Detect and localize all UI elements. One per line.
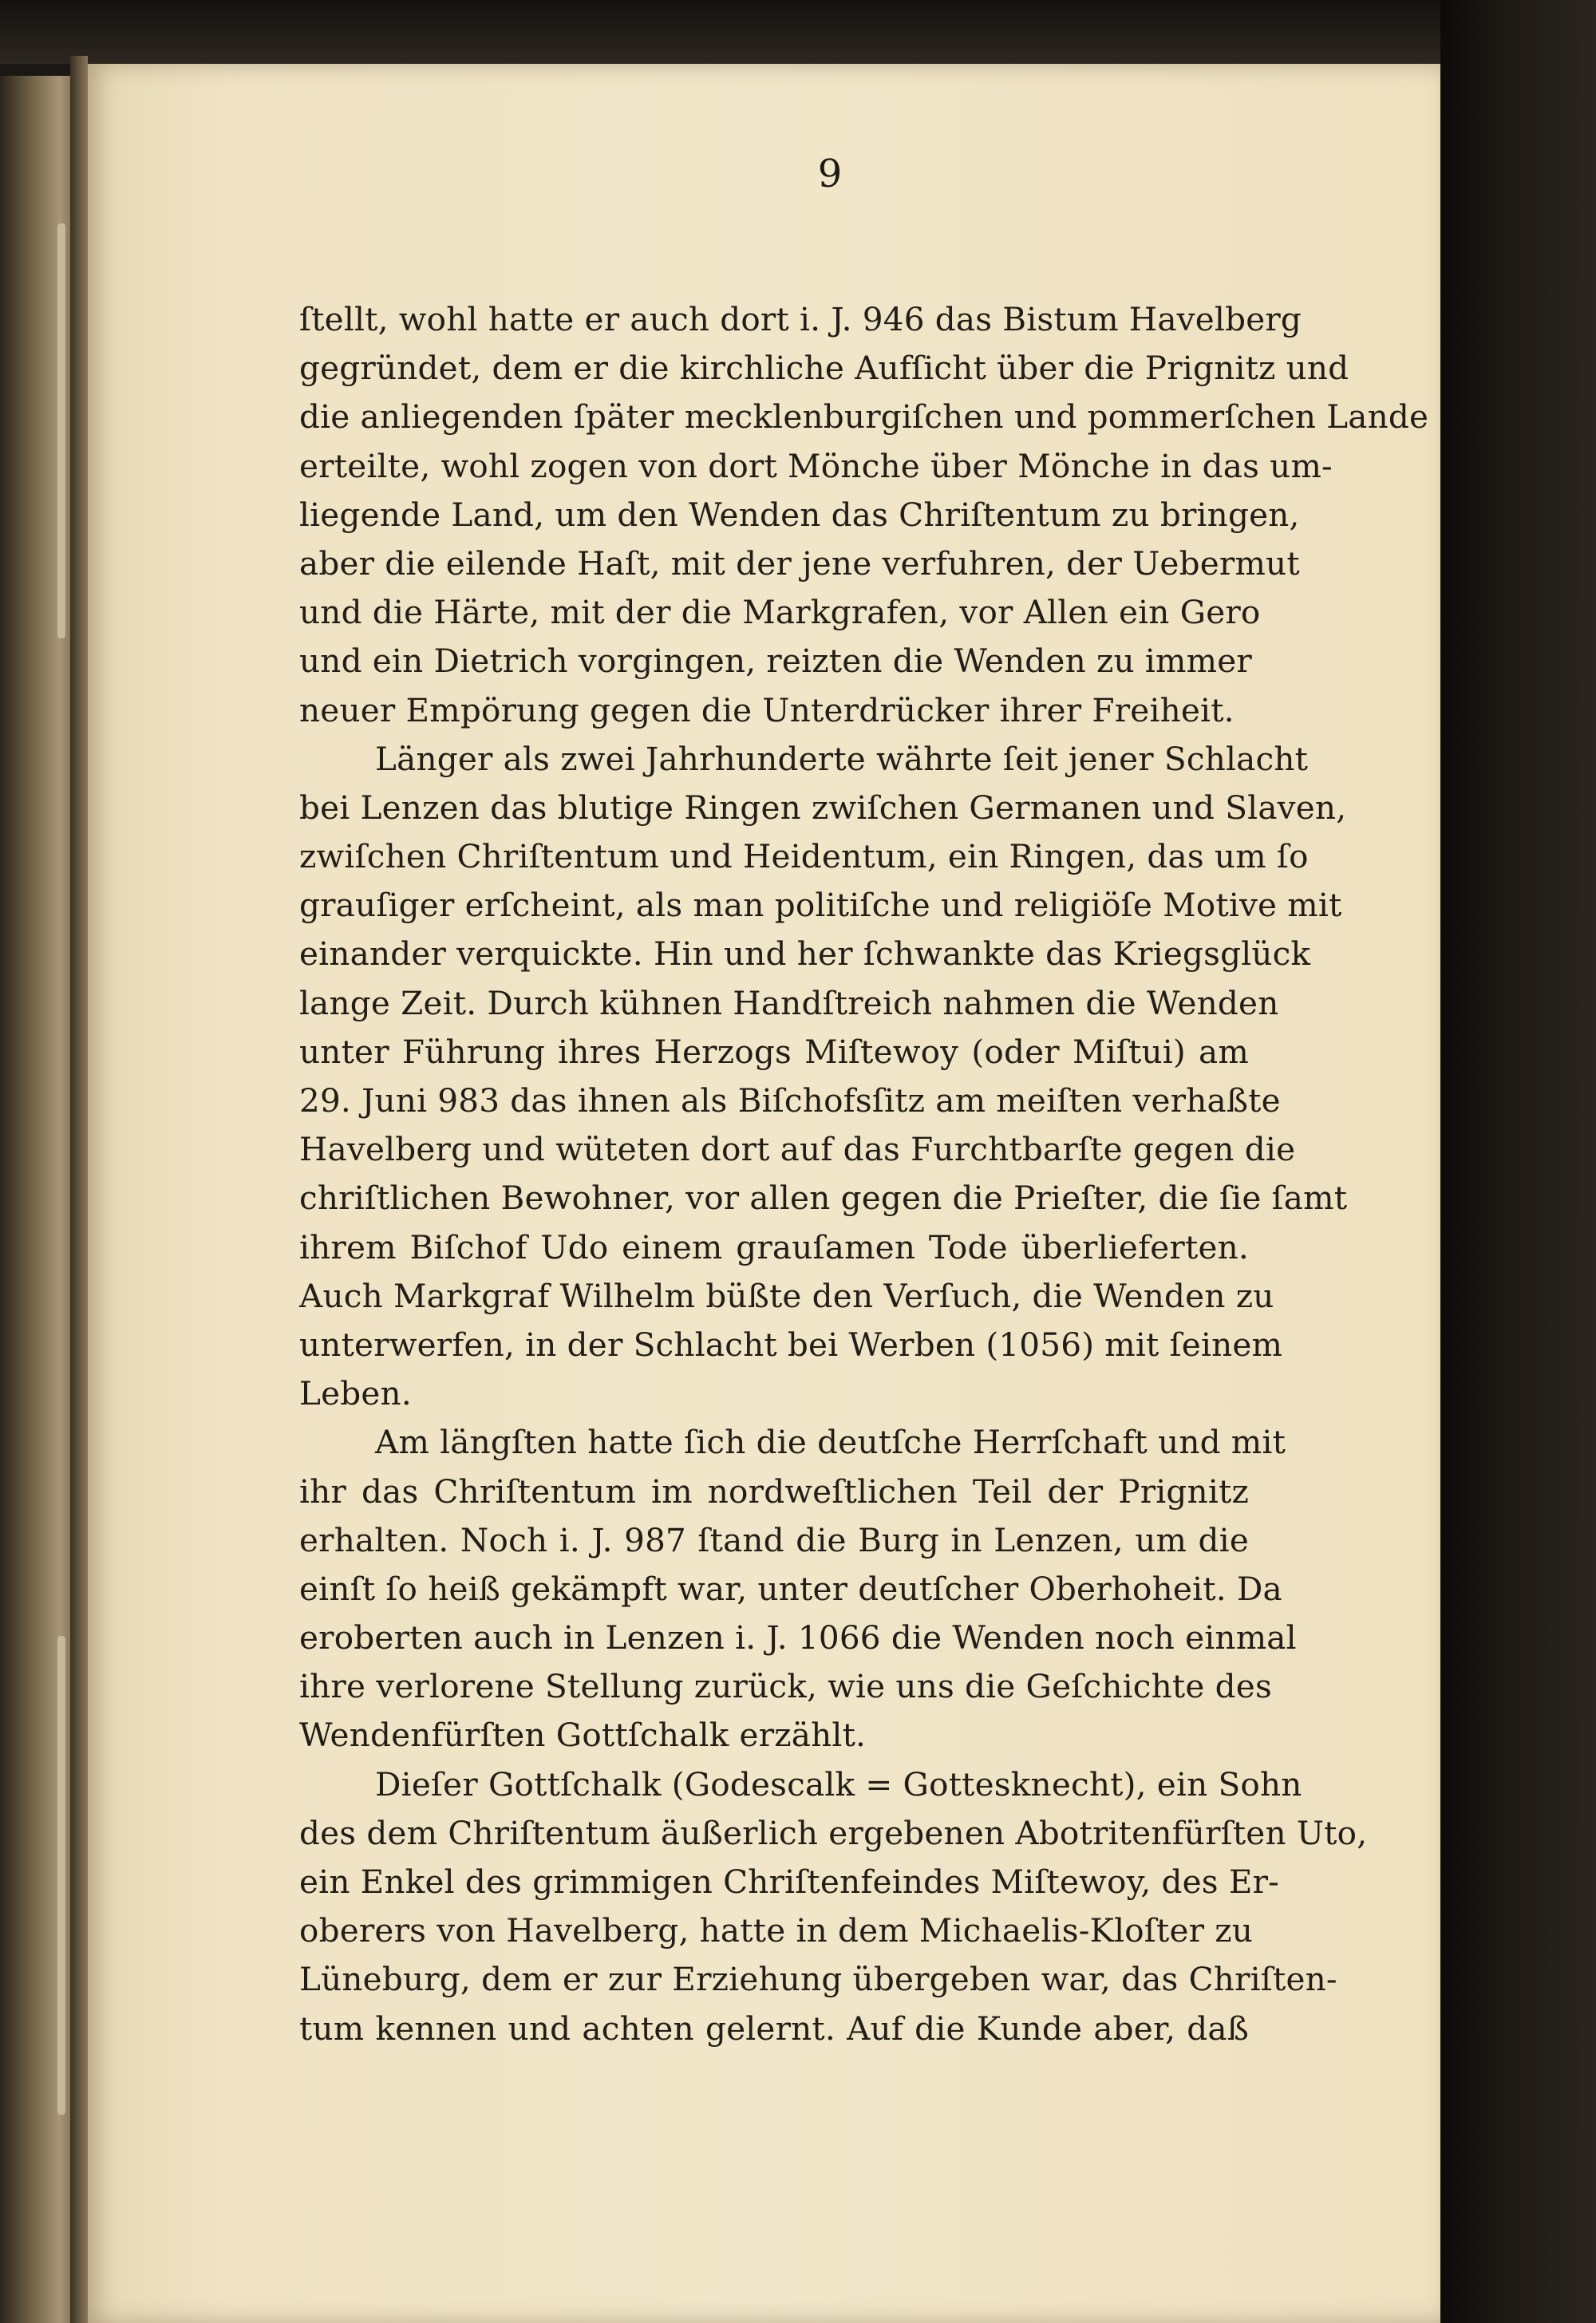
text-line: Dieſer Gottſchalk (Godescalk = Gottesknecht), ein Sohn (375, 1764, 1302, 1803)
text-line: Am längſten hatte ſich die deutſche Herrſchaft und mit (375, 1423, 1286, 1462)
page-number: 9 (817, 152, 843, 196)
text-line: erhalten. Noch i. J. 987 ſtand die Burg in Lenzen, um die (299, 1520, 1249, 1559)
text-line: Lüneburg, dem er zur Erziehung übergeben war, das Chriſten- (299, 1960, 1337, 1999)
body-text (299, 295, 1429, 2053)
text-line: unterwerfen, in der Schlacht bei Werben (1056) mit ſeinem (299, 1325, 1283, 1364)
text-line: aber die eilende Haſt, mit der jene verfuhren, der Uebermut (299, 543, 1300, 583)
text-line: Auch Markgraf Wilhelm büßte den Verſuch, die Wenden zu (299, 1276, 1274, 1315)
text-line: ihrem Biſchof Udo einem grauſamen Tode überlieferten. (299, 1227, 1249, 1266)
text-line: grauſiger erſcheint, als man politiſche und religiöſe Motive mit (299, 886, 1342, 925)
text-line: chriſtlichen Bewohner, vor allen gegen die Prieſter, die ſie ſamt (299, 1179, 1348, 1218)
text-line: ſtellt, wohl hatte er auch dort i. J. 946 das Bistum Havelberg (299, 300, 1302, 338)
text-line: oberers von Havelberg, hatte in dem Michaelis-Kloſter zu (299, 1911, 1254, 1950)
binding-thread-mark (57, 223, 65, 638)
text-line: erteilte, wohl zogen von dort Mönche über Mönche in das um- (299, 446, 1333, 485)
text-line: Havelberg und wüteten dort auf das Furchtbarſte gegen die (299, 1130, 1296, 1169)
text-line: eroberten auch in Lenzen i. J. 1066 die Wenden noch einmal (299, 1618, 1297, 1657)
book-gutter (70, 56, 88, 2323)
text-line: und die Härte, mit der die Markgrafen, vor Allen ein Gero (299, 593, 1261, 632)
text-line: lange Zeit. Durch kühnen Handſtreich nahmen die Wenden (299, 983, 1279, 1022)
text-line: einander verquickte. Hin und her ſchwankte das Kriegsglück (299, 934, 1311, 974)
text-line: ihr das Chriſtentum im nordweſtlichen Teil der Prignitz (299, 1472, 1249, 1511)
binding-thread-mark (57, 1636, 65, 2115)
text-line: des dem Chriſtentum äußerlich ergebenen Abotritenfürſten Uto, (299, 1813, 1368, 1852)
text-line: Leben. (299, 1374, 412, 1413)
text-line: einſt ſo heiß gekämpft war, unter deutſcher Oberhoheit. Da (299, 1569, 1282, 1608)
text-line: die anliegenden ſpäter mecklenburgiſchen und pommerſchen Lande (299, 397, 1429, 437)
text-line: neuer Empörung gegen die Unterdrücker ihrer Freiheit. (299, 690, 1235, 729)
text-line: bei Lenzen das blutige Ringen zwiſchen Germanen und Slaven, (299, 788, 1347, 827)
text-line: 29. Juni 983 das ihnen als Biſchofsſitz am meiſten verhaßte (299, 1081, 1281, 1120)
text-line: Länger als zwei Jahrhunderte währte ſeit jener Schlacht (375, 739, 1309, 778)
text-line: tum kennen und achten gelernt. Auf die Kunde aber, daß (299, 2009, 1249, 2048)
text-line: ein Enkel des grimmigen Chriſtenfeindes Miſtewoy, des Er- (299, 1863, 1280, 1901)
cover-board (1440, 0, 1596, 2323)
text-line: ihre verlorene Stellung zurück, wie uns die Geſchichte des (299, 1667, 1272, 1706)
text-line: gegründet, dem er die kirchliche Aufſicht über die Prignitz und (299, 349, 1349, 388)
top-edge-shadow (0, 0, 1440, 64)
text-line: unter Führung ihres Herzogs Miſtewoy (oder Miſtui) am (299, 1032, 1249, 1071)
text-line: und ein Dietrich vorgingen, reizten die Wenden zu immer (299, 642, 1252, 681)
text-line: Wendenfürſten Gottſchalk erzählt. (299, 1716, 867, 1755)
text-line: liegende Land, um den Wenden das Chriſtentum zu bringen, (299, 495, 1300, 534)
text-line: zwiſchen Chriſtentum und Heidentum, ein Ringen, das um ſo (299, 837, 1309, 876)
